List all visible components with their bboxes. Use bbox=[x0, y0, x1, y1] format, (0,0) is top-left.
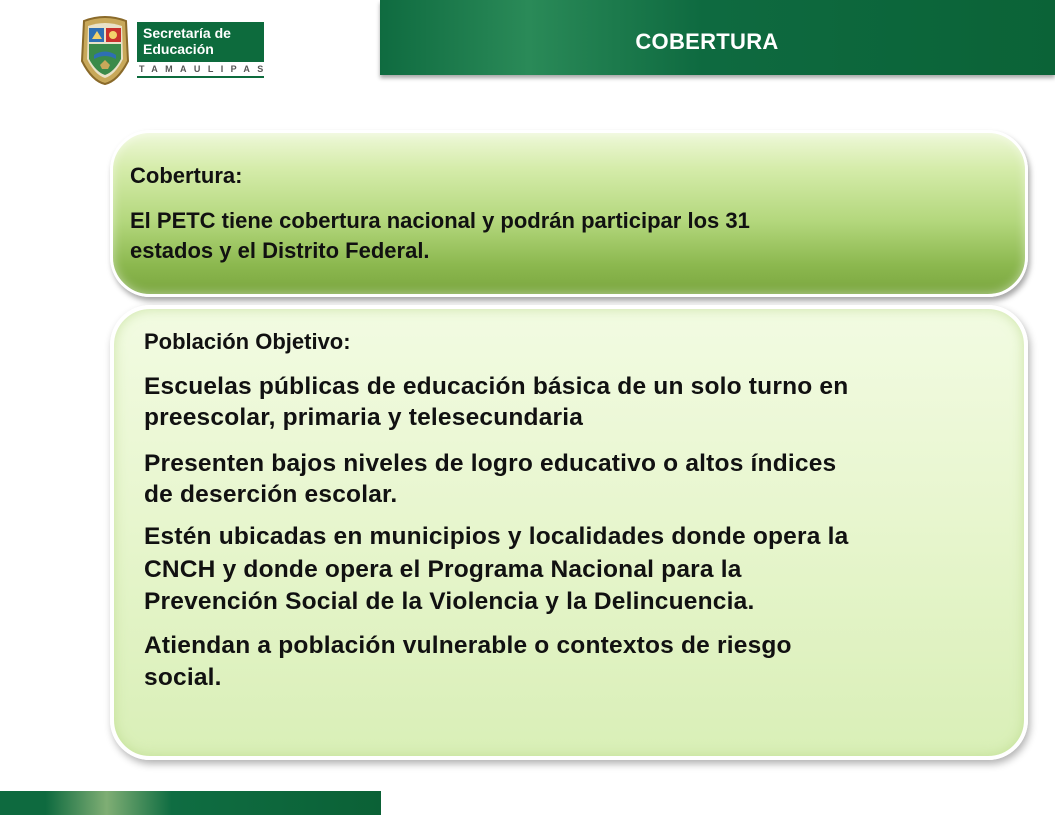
page-title: COBERTURA bbox=[635, 29, 779, 54]
poblacion-item-3-line-1: Estén ubicadas en municipios y localidades donde opera la bbox=[144, 523, 849, 550]
tamaulipas-coat-of-arms-icon bbox=[78, 15, 132, 85]
logo-wordmark bbox=[137, 22, 271, 78]
secretaria-logo bbox=[78, 15, 271, 85]
cobertura-body-line-2: estados y el Distrito Federal. bbox=[130, 238, 430, 263]
header-bar bbox=[380, 0, 1055, 75]
logo-divider bbox=[137, 76, 264, 78]
poblacion-item-2-line-2: de deserción escolar. bbox=[144, 481, 398, 508]
poblacion-item-4-line-2: social. bbox=[144, 664, 222, 691]
logo-green-block bbox=[137, 22, 264, 62]
footer-bar bbox=[0, 791, 381, 815]
logo-state: TAMAULIPAS bbox=[139, 64, 271, 74]
logo-line-1: Secretaría de bbox=[143, 25, 231, 41]
poblacion-item-3-line-3: Prevención Social de la Violencia y la Delincuencia. bbox=[144, 588, 755, 615]
poblacion-item-2-line-1: Presenten bajos niveles de logro educativo o altos índices bbox=[144, 450, 837, 477]
poblacion-item-1-line-1: Escuelas públicas de educación básica de un solo turno en bbox=[144, 373, 849, 400]
poblacion-item-1-line-2: preescolar, primaria y telesecundaria bbox=[144, 404, 584, 431]
poblacion-item-3-line-2: CNCH y donde opera el Programa Nacional para la bbox=[144, 556, 742, 583]
logo-line-2: Educación bbox=[143, 41, 214, 57]
poblacion-item-4-line-1: Atiendan a población vulnerable o contextos de riesgo bbox=[144, 632, 792, 659]
cobertura-heading: Cobertura: bbox=[130, 163, 243, 188]
poblacion-heading: Población Objetivo: bbox=[144, 329, 351, 354]
cobertura-body-line-1: El PETC tiene cobertura nacional y podrán participar los 31 bbox=[130, 208, 750, 233]
